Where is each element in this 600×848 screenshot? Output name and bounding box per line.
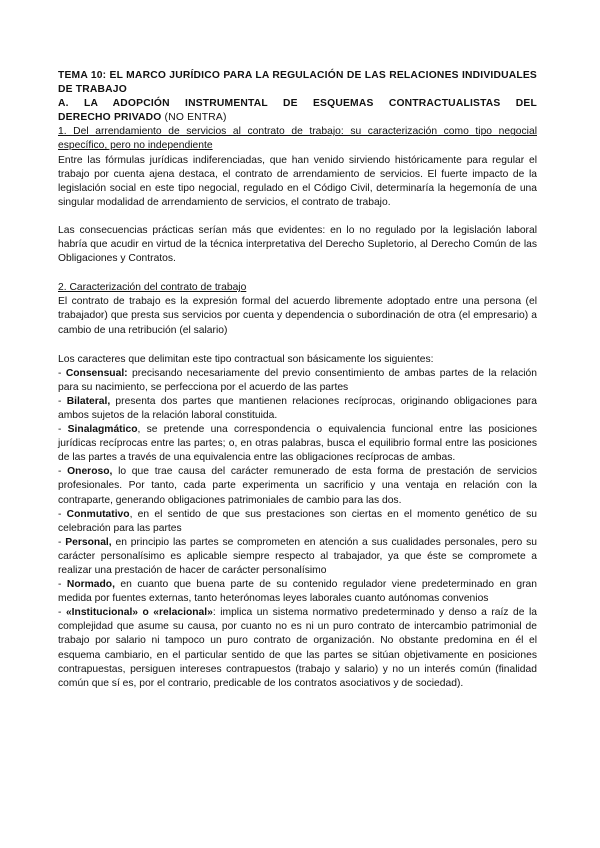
characteristic-term: Normado, <box>66 579 115 591</box>
characteristic-text: en principio las partes se comprometen en atención a sus cualidades personales, pero su carácter personalísimo es aplicable siempre respecto al trabajador, ya que éste se compromete a realizar una prestación de hacer de carácter personalísimo <box>58 536 537 576</box>
characteristic-term: Sinalagmático <box>67 424 138 436</box>
characteristic-term: Consensual: <box>65 367 128 379</box>
characteristic-item: - Personal, en principio las partes se comprometen en atención a sus cualidades personales, pero su carácter personalísimo es aplicable siempre respecto al trabajador, ya que éste se compromete a realizar una prestación de hacer de carácter personalísimo <box>58 536 537 576</box>
characteristic-item: - Oneroso, lo que trae causa del carácter remunerado de esta forma de prestación de servicios profesionales. Por tanto, cada parte experimenta un sacrificio y una ventaja en relación con la contraparte, generando obligaciones patrimoniales de cambio para las dos. <box>58 466 538 506</box>
characteristic-item: - Bilateral, presenta dos partes que mantienen relaciones recíprocas, originando obligaciones para ambos sujetos de la relación laboral constituida. <box>58 395 537 421</box>
characteristic-term: Oneroso, <box>67 466 113 478</box>
section-a-title-line1: A. LA ADOPCIÓN INSTRUMENTAL DE ESQUEMAS CONTRACTUALISTAS DEL <box>58 98 537 110</box>
characteristic-text: precisando necesariamente del previo consentimiento de ambas partes de la relación para su nacimiento, se perfecciona por el acuerdo de las partes <box>58 367 537 393</box>
section-a-title <box>58 97 537 125</box>
characteristic-text: , en el sentido de que sus prestaciones son ciertas en el momento genético de su celebración para las partes <box>58 508 538 534</box>
characteristic-text: presenta dos partes que mantienen relaciones recíprocas, originando obligaciones para ambos sujetos de la relación laboral constituida. <box>58 395 537 421</box>
section-1-paragraph-2: Las consecuencias prácticas serían más que evidentes: en lo no regulado por la legislación laboral habría que acudir en virtud de la técnica interpretativa del Derecho Supletorio, al Derecho Común de las Obligaciones y Contratos. <box>58 224 537 265</box>
characteristic-text: lo que trae causa del carácter remunerado de esta forma de prestación de servicios profesionales. Por tanto, cada parte experimenta un sacrificio y una ventaja en relación con la contraparte, generando obligaciones patrimoniales de cambio para las dos. <box>58 466 538 506</box>
characteristic-term: «Institucional» o «relacional» <box>65 607 213 619</box>
characteristic-term: Personal, <box>65 536 112 548</box>
characteristic-item: - Consensual: precisando necesariamente del previo consentimiento de ambas partes de la relación para su nacimiento, se perfecciona por el acuerdo de las partes <box>58 367 537 393</box>
section-a-note: (NO ENTRA) <box>161 112 227 124</box>
characteristic-term: Conmutativo <box>66 508 130 520</box>
characteristic-item: - Conmutativo, en el sentido de que sus prestaciones son ciertas en el momento genético de su celebración para las partes <box>58 508 538 534</box>
characteristic-text: en cuanto que buena parte de su contenido regulador viene predeterminado en gran medida por fuentes externas, tanto heterónomas leyes laborales cuanto autónomas convenios <box>58 579 537 605</box>
section-1-heading: 1. Del arrendamiento de servicios al contrato de trabajo: su caracterización como tipo negocial específico, pero no independiente <box>58 126 537 152</box>
characteristic-item: - «Institucional» o «relacional»: implica un sistema normativo predeterminado y denso a raíz de la complejidad que asume su causa, por cuanto no es ni un puro contrato de intercambio patrimonial de trabajo por salario ni tampoco un puro contrato de organización. No obstante predomina en él el esquema cambiario, en el particular sentido de que las partes se sitúan objetivamente en posiciones contrapuestas, persiguen intereses contrapuestos (trabajo y salario) y no un interés común (finalidad común que sí es, por el contrario, predicable de los contratos asociativos y de sociedad). <box>58 607 538 689</box>
document-title: TEMA 10: EL MARCO JURÍDICO PARA LA REGULACIÓN DE LAS RELACIONES INDIVIDUALES DE TRABAJO <box>58 70 537 96</box>
characteristic-text: : implica un sistema normativo predeterminado y denso a raíz de la complejidad que asume su causa, por cuanto no es ni un puro contrato de intercambio patrimonial de trabajo por salario ni tampoco un puro contrato de organización. No obstante predomina en él el esquema cambiario, en el particular sentido de que las partes se sitúan objetivamente en posiciones contrapuestas, persiguen intereses contrapuestos (trabajo y salario) y no un interés común (finalidad común que sí es, por el contrario, predicable de los contratos asociativos y de sociedad). <box>58 607 538 689</box>
section-2-paragraph-1: El contrato de trabajo es la expresión formal del acuerdo libremente adoptado entre una persona (el trabajador) que presta sus servicios por cuenta y dependencia o subordinación de otra (el empresario) a cambio de una retribución (el salario) <box>58 296 537 336</box>
section-2-heading: 2. Caracterización del contrato de trabajo <box>58 282 247 294</box>
characteristic-item: - Normado, en cuanto que buena parte de su contenido regulador viene predeterminado en gran medida por fuentes externas, tanto heterónomas leyes laborales cuanto autónomas convenios <box>58 579 537 605</box>
section-a-title-line2: DERECHO PRIVADO <box>58 112 162 124</box>
characteristic-item: - Sinalagmático, se pretende una correspondencia o equivalencia funcional entre las posiciones jurídicas recíprocas entre las partes; o, en otras palabras, busca el equilibrio formal entre las posiciones de las partes a través de una equivalencia entre las obligaciones recíprocas de ambas. <box>58 424 538 464</box>
section-1-paragraph-1: Entre las fórmulas jurídicas indiferenciadas, que han venido sirviendo históricamente para regular el trabajo por cuenta ajena destaca, el contrato de arrendamiento de servicios. El fuerte impacto de la legislación social en este tipo negocial, regulado en el Código Civil, determinaría la hegemonía de una singular modalidad de arrendamiento de servicios, el contrato de trabajo. <box>58 154 537 208</box>
characteristic-term: Bilateral, <box>66 395 111 407</box>
characteristic-text: , se pretende una correspondencia o equivalencia funcional entre las posiciones jurídicas recíprocas entre las partes; o, en otras palabras, busca el equilibrio formal entre las posiciones de las partes a través de una equivalencia entre las obligaciones recíprocas de ambas. <box>58 424 538 464</box>
section-2-intro: Los caracteres que delimitan este tipo contractual son básicamente los siguientes: <box>58 353 434 365</box>
